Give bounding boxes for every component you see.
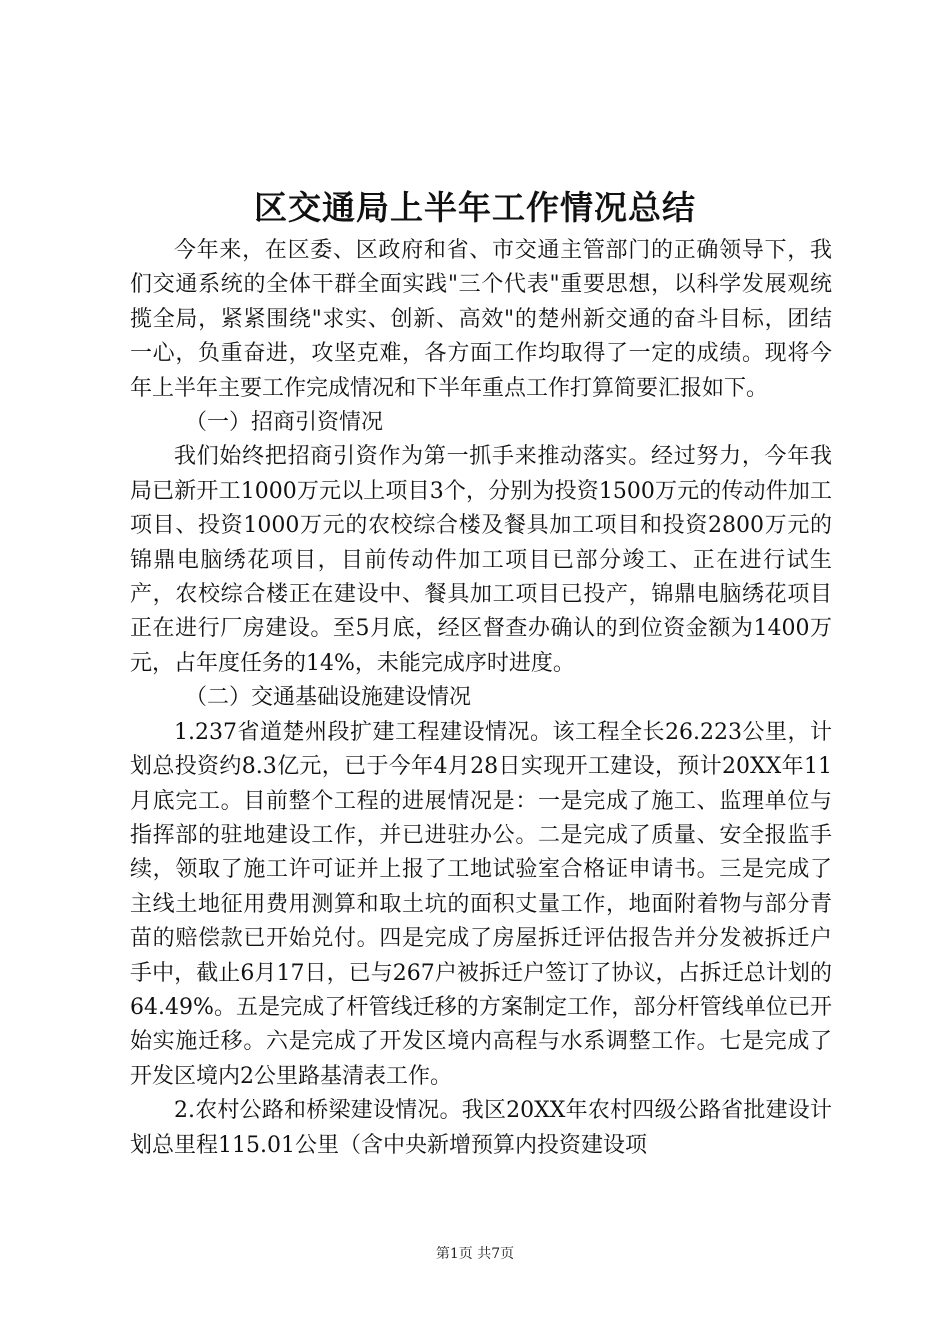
investment-paragraph: 我们始终把招商引资作为第一抓手来推动落实。经过努力，今年我局已新开工1000万元以上项目3个，分别为投资1500万元的传动件加工项目、投资1000万元的农校综合楼及餐具加工项目和投资2800万元的锦鼎电脑绣花项目，目前传动件加工项目已部分竣工、正在进行试生产，农校综合楼正在建设中、餐具加工项目已投产，锦鼎电脑绣花项目正在进行厂房建设。至5月底，经区督查办确认的到位资金额为1400万元，占年度任务的14%，未能完成序时进度。 — [130, 444, 832, 676]
page-number-footer: 第1页 共7页 — [435, 1246, 515, 1262]
highway-paragraph: 1.237省道楚州段扩建工程建设情况。该工程全长26.223公里，计划总投资约8.3亿元，已于今年4月28日实现开工建设，预计20XX年11月底完工。目前整个工程的进展情况是：一是完成了施工、监理单位与指挥部的驻地建设工作，并已进驻办公。二是完成了质量、安全报监手续，领取了施工许可证并上报了工地试验室合格证申请书。三是完成了主线土地征用费用测算和取土坑的面积丈量工作，地面附着物与部分青苗的赔偿款已开始兑付。四是完成了房屋拆迁评估报告并分发被拆迁户手中，截止6月17日，已与267户被拆迁户签订了协议，占拆迁总计划的64.49%。五是完成了杆管线迁移的方案制定工作，部分杆管线单位已开始实施迁移。六是完成了开发区境内高程与水系调整工作。七是完成了开发区境内2公里路基清表工作。 — [130, 719, 832, 1089]
document-title: 区交通局上半年工作情况总结 — [254, 188, 696, 227]
section-heading-investment: （一）招商引资情况 — [185, 410, 384, 436]
document-body — [130, 234, 832, 1163]
section-heading-infrastructure: （二）交通基础设施建设情况 — [185, 685, 472, 711]
intro-paragraph: 今年来，在区委、区政府和省、市交通主管部门的正确领导下，我们交通系统的全体干群全面实践"三个代表"重要思想，以科学发展观统揽全局，紧紧围绕"求实、创新、高效"的楚州新交通的奋斗目标，团结一心，负重奋进，攻坚克难，各方面工作均取得了一定的成绩。现将今年上半年主要工作完成情况和下半年重点工作打算简要汇报如下。 — [130, 238, 832, 401]
rural-road-paragraph: 2.农村公路和桥梁建设情况。我区20XX年农村四级公路省批建设计划总里程115.01公里（含中央新增预算内投资建设项 — [130, 1098, 832, 1158]
